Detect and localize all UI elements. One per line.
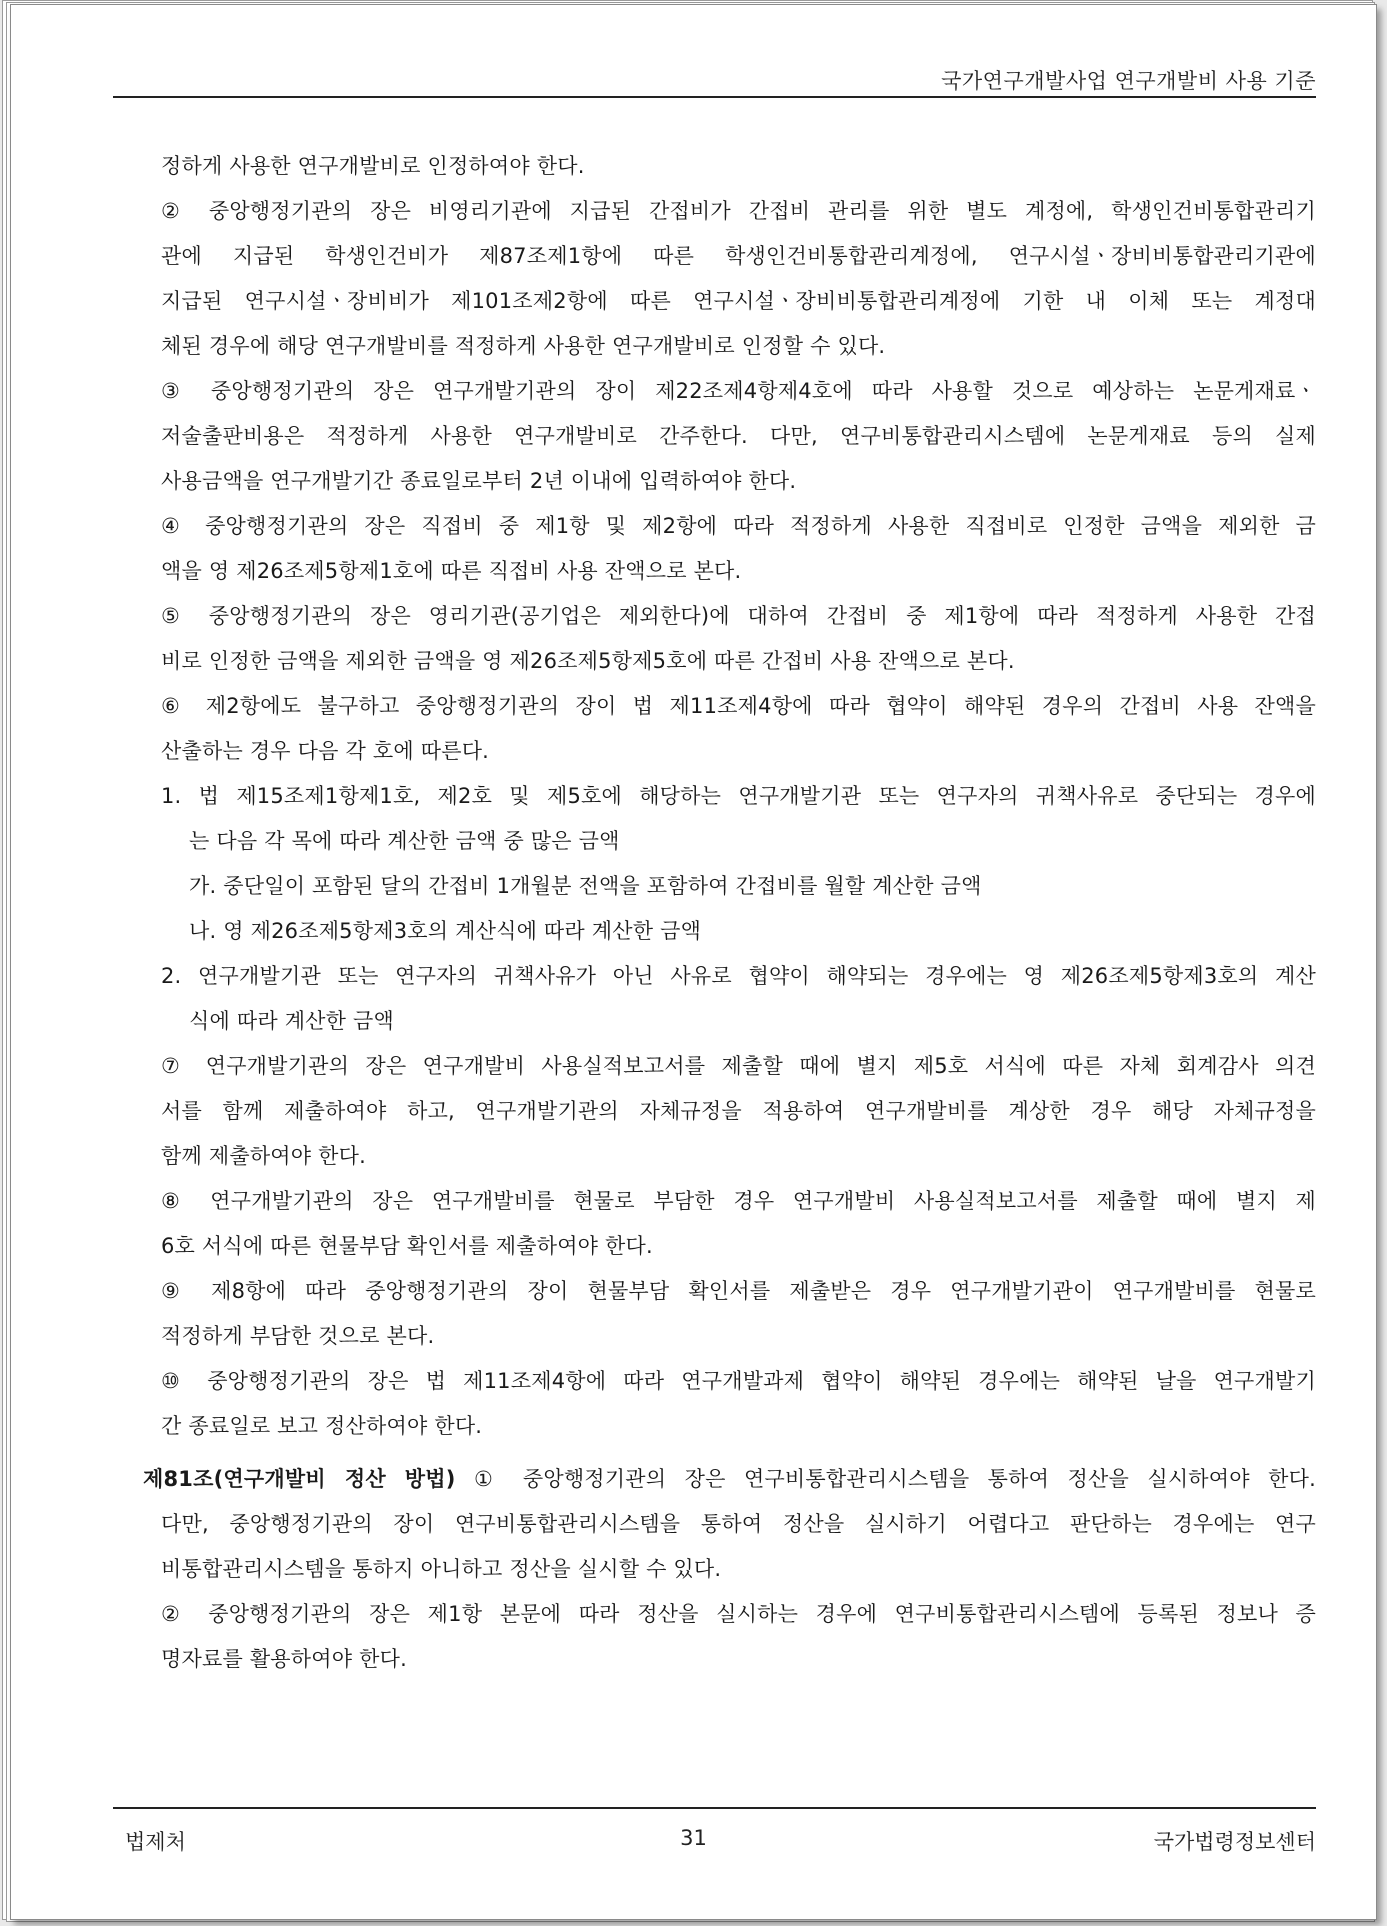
footer-publisher: 법제처: [125, 1830, 186, 1854]
text-line: 지급된 연구시설ㆍ장비비가 제101조제2항에 따른 연구시설ㆍ장비비통합관리계정에 기한 내 이체 또는 계정대: [161, 289, 1316, 313]
text-line: 간 종료일로 보고 정산하여야 한다.: [161, 1414, 483, 1438]
sub-item-line: 나. 영 제26조제5항제3호의 계산식에 따라 계산한 금액: [189, 919, 702, 943]
list-item-line: 는 다음 각 목에 따라 계산한 금액 중 많은 금액: [189, 829, 620, 853]
document-page: [10, 4, 1377, 1920]
page-number: 31: [680, 1826, 707, 1850]
text-line: 함께 제출하여야 한다.: [161, 1144, 366, 1168]
article-81: [143, 1457, 1316, 1502]
list-item-line: 2. 연구개발기관 또는 연구자의 귀책사유가 아닌 사유로 협약이 해약되는 경우에는 영 제26조제5항제3호의 계산: [161, 964, 1316, 988]
text-line: ⑧ 연구개발기관의 장은 연구개발비를 현물로 부담한 경우 연구개발비 사용실적보고서를 제출할 때에 별지 제: [161, 1189, 1316, 1213]
text-line: 적정하게 부담한 것으로 본다.: [161, 1324, 435, 1348]
list-item-line: 식에 따라 계산한 금액: [189, 1009, 394, 1033]
text-line: ⑥ 제2항에도 불구하고 중앙행정기관의 장이 법 제11조제4항에 따라 협약이 해약된 경우의 간접비 사용 잔액을: [161, 694, 1316, 718]
article-heading: 제81조(연구개발비 정산 방법): [143, 1467, 456, 1491]
article-81-first-line: [143, 1457, 1316, 1502]
text-line: 비로 인정한 금액을 제외한 금액을 영 제26조제5항제5호에 따른 간접비 사용 잔액으로 본다.: [161, 649, 1015, 673]
header-rule: [113, 96, 1316, 98]
text-line: 6호 서식에 따른 현물부담 확인서를 제출하여야 한다.: [161, 1234, 653, 1258]
text-line: 사용금액을 연구개발기간 종료일로부터 2년 이내에 입력하여야 한다.: [161, 469, 797, 493]
text-line: ⑦ 연구개발기관의 장은 연구개발비 사용실적보고서를 제출할 때에 별지 제5호 서식에 따른 자체 회계감사 의견: [161, 1054, 1316, 1078]
text-line: 정하게 사용한 연구개발비로 인정하여야 한다.: [161, 154, 585, 178]
text-line: 산출하는 경우 다음 각 호에 따른다.: [161, 739, 490, 763]
text-line: 명자료를 활용하여야 한다.: [161, 1647, 407, 1671]
text-line: ② 중앙행정기관의 장은 비영리기관에 지급된 간접비가 간접비 관리를 위한 별도 계정에, 학생인건비통합관리기: [161, 199, 1316, 223]
document-body: [143, 144, 1316, 1682]
sub-item-line: 가. 중단일이 포함된 달의 간접비 1개월분 전액을 포함하여 간접비를 월할 계산한 금액: [189, 874, 982, 898]
text-line: ⑨ 제8항에 따라 중앙행정기관의 장이 현물부담 확인서를 제출받은 경우 연구개발기관이 연구개발비를 현물로: [161, 1279, 1316, 1303]
text-line: ③ 중앙행정기관의 장은 연구개발기관의 장이 제22조제4항제4호에 따라 사용할 것으로 예상하는 논문게재료ㆍ: [161, 379, 1316, 403]
text-line: 체된 경우에 해당 연구개발비를 적정하게 사용한 연구개발비로 인정할 수 있다.: [161, 334, 886, 358]
running-header-title: 국가연구개발사업 연구개발비 사용 기준: [941, 69, 1316, 93]
footer-source: 국가법령정보센터: [1153, 1830, 1316, 1854]
text-line: 다만, 중앙행정기관의 장이 연구비통합관리시스템을 통하여 정산을 실시하기 어렵다고 판단하는 경우에는 연구: [161, 1512, 1316, 1536]
text-line: ⑩ 중앙행정기관의 장은 법 제11조제4항에 따라 연구개발과제 협약이 해약된 경우에는 해약된 날을 연구개발기: [161, 1369, 1316, 1393]
text-line: 서를 함께 제출하여야 하고, 연구개발기관의 자체규정을 적용하여 연구개발비를 계상한 경우 해당 자체규정을: [161, 1099, 1316, 1123]
article-text: ① 중앙행정기관의 장은 연구비통합관리시스템을 통하여 정산을 실시하여야 한다.: [455, 1467, 1316, 1491]
text-line: 액을 영 제26조제5항제1호에 따른 직접비 사용 잔액으로 본다.: [161, 559, 742, 583]
list-item-line: 1. 법 제15조제1항제1호, 제2호 및 제5호에 해당하는 연구개발기관 또는 연구자의 귀책사유로 중단되는 경우에: [161, 784, 1316, 808]
text-line: ⑤ 중앙행정기관의 장은 영리기관(공기업은 제외한다)에 대하여 간접비 중 제1항에 따라 적정하게 사용한 간접: [161, 604, 1316, 628]
text-line: 관에 지급된 학생인건비가 제87조제1항에 따른 학생인건비통합관리계정에, 연구시설ㆍ장비비통합관리기관에: [161, 244, 1316, 268]
footer-rule: [113, 1807, 1316, 1809]
text-line: 비통합관리시스템을 통하지 아니하고 정산을 실시할 수 있다.: [161, 1557, 722, 1581]
text-line: ④ 중앙행정기관의 장은 직접비 중 제1항 및 제2항에 따라 적정하게 사용한 직접비로 인정한 금액을 제외한 금: [161, 514, 1316, 538]
text-line: ② 중앙행정기관의 장은 제1항 본문에 따라 정산을 실시하는 경우에 연구비통합관리시스템에 등록된 정보나 증: [161, 1602, 1316, 1626]
text-line: 저술출판비용은 적정하게 사용한 연구개발비로 간주한다. 다만, 연구비통합관리시스템에 논문게재료 등의 실제: [161, 424, 1316, 448]
